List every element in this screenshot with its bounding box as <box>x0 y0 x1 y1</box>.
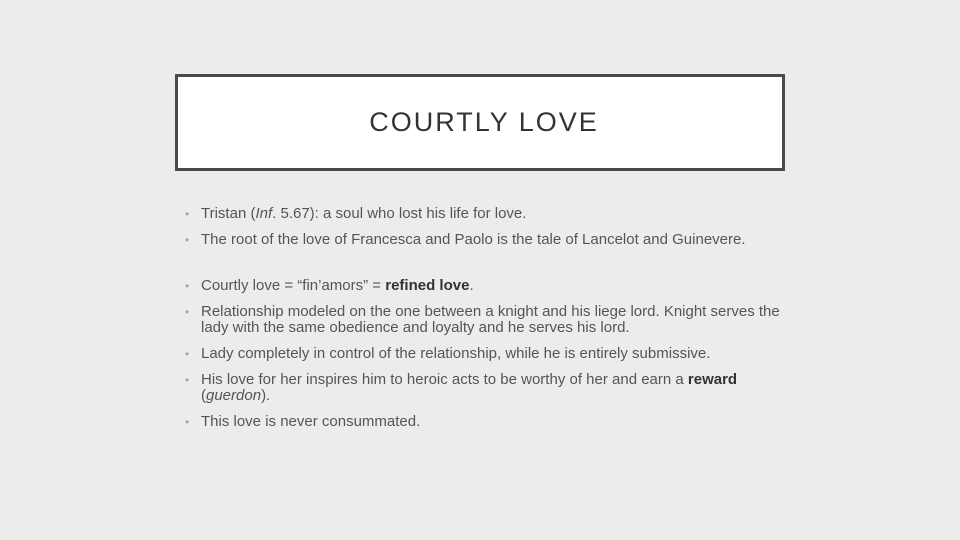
bullet-dot-icon: • <box>185 207 190 221</box>
bullet-text: This love is never consummated. <box>201 413 421 430</box>
bullet-text: Lady completely in control of the relationship, while he is entirely submissive. <box>201 345 711 362</box>
bullet-text: . <box>469 277 474 294</box>
bullet-text: ). <box>261 387 271 404</box>
bullet-dot-icon: • <box>185 305 190 319</box>
bullet-text: Tristan ( <box>201 205 256 222</box>
bullet-text: ( <box>201 387 206 404</box>
bullet-dot-icon: • <box>185 279 190 293</box>
bullet-item <box>184 304 794 336</box>
bullet-text: His love for her inspires him to heroic acts to be worthy of her and earn a <box>201 371 688 388</box>
italic-text: guerdon <box>206 387 262 404</box>
bullet-item <box>184 414 794 430</box>
bullet-item <box>184 346 794 362</box>
bullet-text: Relationship modeled on the one between a knight and his liege lord. Knight serves the lady with the same obedience and loyalty and he serves his lord. <box>201 303 780 336</box>
bullet-item <box>184 232 794 248</box>
bold-text: refined love <box>385 277 470 294</box>
bullet-item <box>184 372 794 404</box>
bullet-item <box>184 206 794 222</box>
bullet-dot-icon: • <box>185 347 190 361</box>
bold-text: reward <box>687 371 738 388</box>
title-box <box>175 74 785 171</box>
bullet-text: . 5.67): a soul who lost his life for love. <box>272 205 527 222</box>
bullet-dot-icon: • <box>185 415 190 429</box>
bullet-list <box>184 206 794 440</box>
bullet-dot-icon: • <box>185 373 190 387</box>
italic-text: Inf <box>255 205 273 222</box>
bullet-text: The root of the love of Francesca and Paolo is the tale of Lancelot and Guinevere. <box>201 231 746 248</box>
bullet-dot-icon: • <box>185 233 190 247</box>
bullet-item <box>184 278 794 294</box>
slide-title: COURTLY LOVE <box>369 107 599 137</box>
bullet-text: Courtly love = “fin’amors” = <box>201 277 386 294</box>
